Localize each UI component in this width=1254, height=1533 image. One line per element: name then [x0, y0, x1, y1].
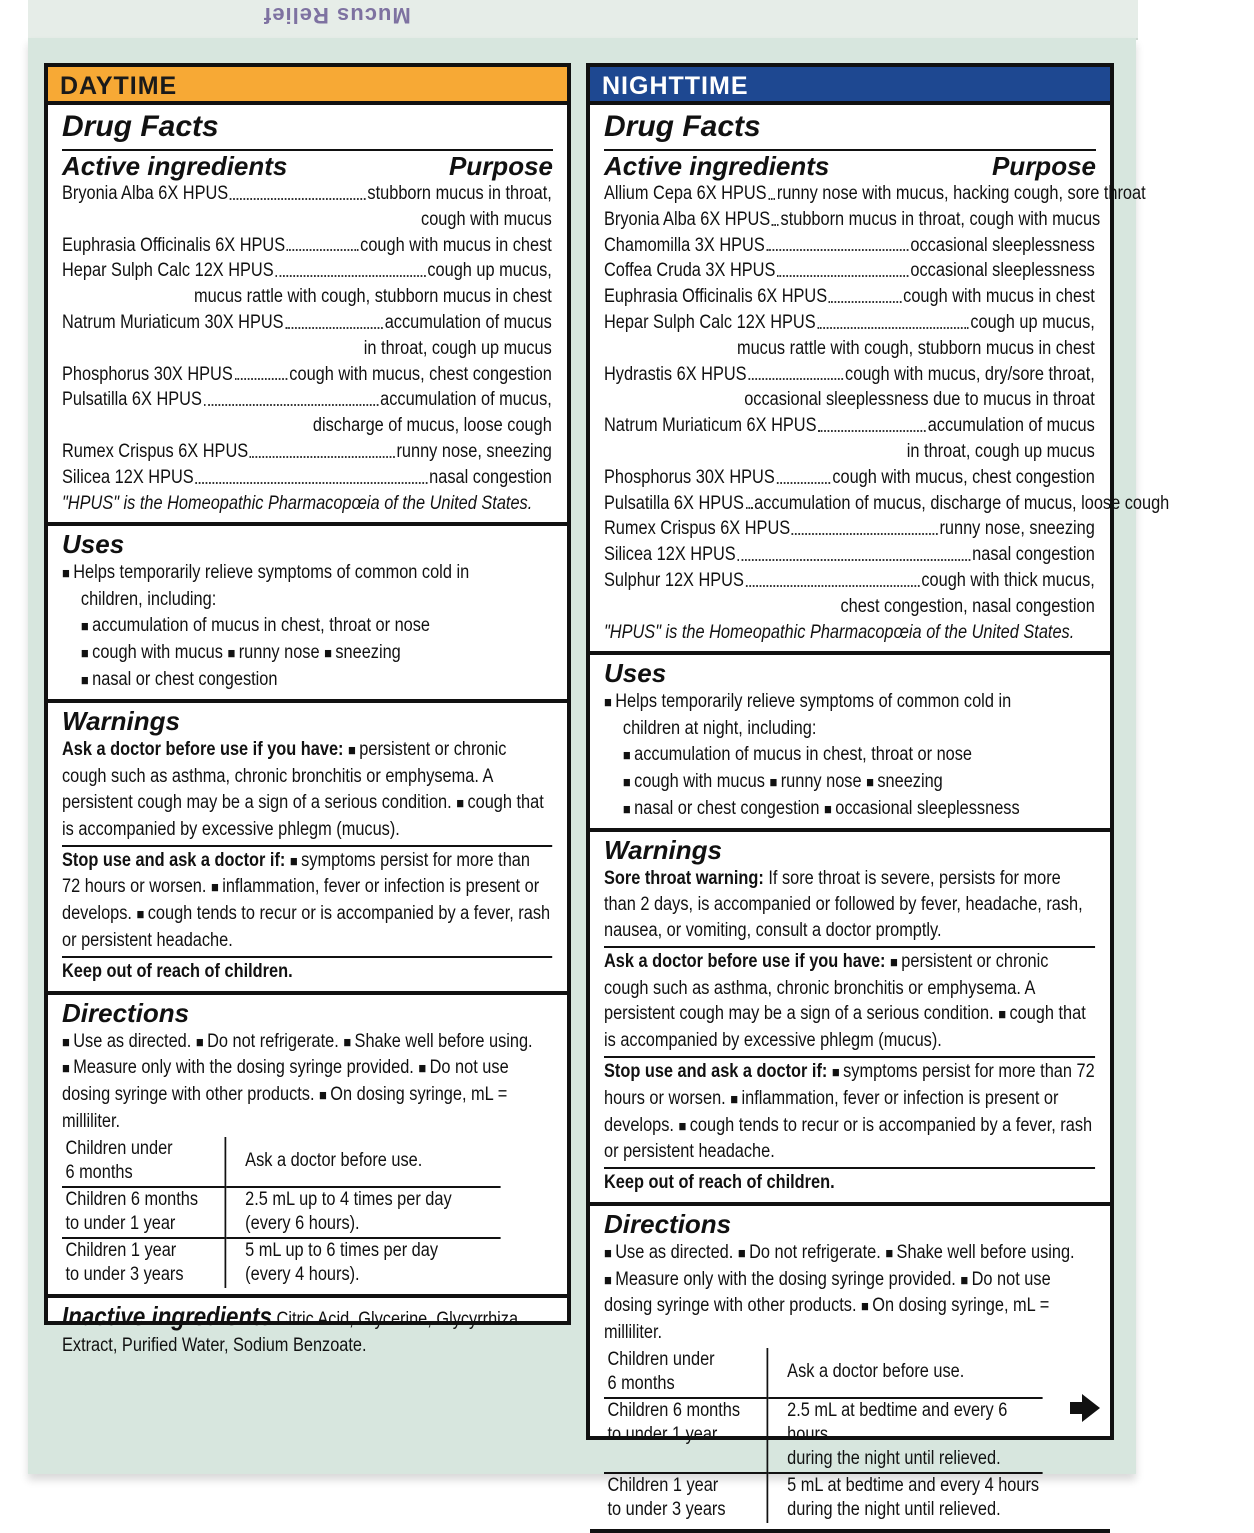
warnings-section — [590, 832, 1110, 1206]
bullet-icon — [738, 1242, 749, 1263]
ingredient-purpose: stubborn mucus in throat, cough with mucus — [780, 208, 1101, 230]
dot-leader — [829, 301, 902, 303]
directions-heading: Directions — [62, 997, 190, 1028]
active-ingredients-section — [48, 105, 567, 526]
daytime-band: DAYTIME — [48, 67, 567, 105]
inactive-ingredients-section — [48, 1298, 567, 1365]
ingredient-purpose-continued: mucus rattle with cough, stubborn mucus in chest — [193, 286, 552, 308]
dosing-row — [62, 1187, 501, 1238]
bullet-icon — [211, 876, 222, 897]
dose-instruction: 2.5 mL at bedtime and every 6 hours during the night until relieved. — [767, 1398, 1042, 1473]
ingredient-name: Coffea Cruda 3X HPUS — [604, 260, 776, 282]
ingredient-purpose: cough with mucus, chest congestion — [832, 466, 1095, 488]
dose-instruction: 5 mL at bedtime and every 4 hours during the night until relieved. — [767, 1473, 1042, 1523]
drug-facts-title: Drug Facts — [604, 110, 761, 143]
keep-out-of-reach: Keep out of reach of children. — [62, 956, 552, 985]
flipped-product-name: Mucus Relief — [263, 3, 411, 28]
dosing-row — [604, 1398, 1043, 1473]
active-ingredients-heading: Active ingredients — [604, 151, 830, 181]
bullet-icon — [348, 739, 359, 760]
ingredient-name: Natrum Muriaticum 30X HPUS — [62, 311, 284, 333]
warnings-section — [48, 703, 567, 994]
bullet-icon — [62, 1057, 73, 1078]
ingredient-name: Silicea 12X HPUS — [604, 544, 736, 566]
dot-leader — [204, 404, 379, 406]
directions-section — [48, 995, 567, 1298]
ingredient-name: Phosphorus 30X HPUS — [62, 363, 233, 385]
bullet-icon — [81, 669, 92, 690]
bullet-icon — [832, 1061, 843, 1082]
ingredient-purpose-continued: cough with mucus — [421, 208, 552, 230]
bullet-icon — [418, 1057, 429, 1078]
ingredient-row — [604, 233, 1095, 259]
ingredient-name: Hepar Sulph Calc 12X HPUS — [62, 260, 274, 282]
bullet-icon — [456, 792, 467, 813]
ingredient-purpose: cough up mucus, — [427, 260, 552, 282]
directions-heading: Directions — [604, 1208, 732, 1239]
drug-facts-title: Drug Facts — [62, 110, 219, 143]
directions-text: ■ Use as directed. ■ Do not refrigerate. ■ Shake well before using. ■ Measure only with the dosing syringe provided. ■ Do not use dosing syringe with other products. ■ On dosing syringe, mL = milliliter. — [62, 1029, 552, 1135]
purpose-heading: Purpose — [991, 151, 1096, 181]
bullet-icon — [62, 1031, 73, 1052]
ingredient-name: Sulphur 12X HPUS — [604, 569, 744, 591]
bullet-icon — [227, 642, 238, 663]
ingredient-name: Pulsatilla 6X HPUS — [604, 492, 744, 514]
dosing-table — [62, 1137, 501, 1288]
ingredient-list — [62, 181, 552, 491]
ingredient-row — [604, 465, 1095, 491]
dot-leader — [746, 585, 920, 587]
ingredient-row — [62, 310, 552, 336]
uses-section: Uses ■ Helps temporarily relieve symptoms of common cold in children at night, including: ■ accumulation of mucus in chest, throat or nose ■ cough with mucus ■ runny nose ■ sneezing ■ nasal or chest congestion ■ occasional sleeplessness — [590, 655, 1110, 832]
ingredient-row — [604, 207, 1101, 233]
bullet-icon — [623, 798, 634, 819]
ingredient-row — [604, 491, 1170, 517]
dosing-row — [62, 1137, 501, 1187]
bullet-icon — [769, 771, 780, 792]
bullet-icon — [136, 903, 147, 924]
ingredient-purpose: runny nose, sneezing — [939, 518, 1095, 540]
dosing-row — [62, 1238, 501, 1288]
ingredient-name: Bryonia Alba 6X HPUS — [62, 183, 229, 204]
bullet-icon — [62, 562, 73, 583]
age-group: Children 1 year to under 3 years — [604, 1473, 767, 1523]
sore-throat-warning: Sore throat warning: If sore throat is severe, persists for more than 2 days, is accompanied or followed by fever, headache, rash, nausea, or vomiting, consult a doctor promptly. — [604, 868, 1083, 941]
ingredient-purpose-continued: occasional sleeplessness due to mucus in throat — [744, 389, 1095, 411]
bullet-icon — [890, 951, 901, 972]
ingredient-row — [604, 542, 1095, 568]
dot-leader — [766, 249, 908, 251]
dot-leader — [230, 198, 366, 200]
warnings-heading: Warnings — [604, 835, 722, 866]
stop-use-warning: Stop use and ask a doctor if: ■ symptoms persist for more than 72 hours or worsen. ■ inflammation, fever or infection is present or develops. ■ cough tends to recur or is accompanied by a fever, rash or persistent headache. — [604, 1056, 1095, 1165]
ingredient-purpose: runny nose with mucus, hacking cough, sore throat — [776, 183, 1146, 204]
ingredient-row — [604, 362, 1095, 388]
age-group: Children 1 year to under 3 years — [62, 1238, 225, 1288]
ingredient-list — [604, 181, 1170, 620]
inactive-ingredients-heading: Inactive ingredients — [62, 1300, 273, 1331]
stop-use-warning: Stop use and ask a doctor if: ■ symptoms persist for more than 72 hours or worsen. ■ inflammation, fever or infection is present or develops. ■ cough tends to recur or is accompanied by a fever, rash or persistent headache. — [62, 845, 552, 954]
bullet-icon — [604, 691, 615, 712]
ingredient-row — [604, 181, 1146, 207]
bullet-icon — [81, 615, 92, 636]
directions-section — [590, 1206, 1110, 1533]
ingredient-purpose: cough with mucus, dry/sore throat, — [845, 363, 1095, 385]
dosing-row — [604, 1473, 1043, 1523]
ingredient-purpose: accumulation of mucus — [384, 311, 552, 333]
dot-leader — [195, 482, 427, 484]
ingredient-row — [62, 258, 552, 284]
ingredient-purpose: accumulation of mucus, — [380, 389, 552, 411]
dot-leader — [768, 198, 775, 200]
dot-leader — [748, 378, 843, 380]
warnings-heading: Warnings — [62, 706, 180, 737]
ask-doctor-warning: Ask a doctor before use if you have: ■ persistent or chronic cough such as asthma, chronic bronchitis or emphysema. A persistent cough may be a sign of a serious condition. ■ cough that is accompanied by excessive phlegm (mucus). — [62, 737, 552, 842]
dot-leader — [287, 249, 359, 251]
ingredient-purpose: cough with mucus in chest — [903, 286, 1095, 308]
ingredient-name: Chamomilla 3X HPUS — [604, 234, 765, 256]
dot-leader — [737, 559, 970, 561]
ingredient-name: Euphrasia Officinalis 6X HPUS — [604, 286, 828, 308]
ask-doctor-warning: Ask a doctor before use if you have: ■ persistent or chronic cough such as asthma, chronic bronchitis or emphysema. A persistent cough may be a sign of a serious condition. ■ cough that is accompanied by excessive phlegm (mucus). — [604, 946, 1095, 1054]
ingredient-name: Natrum Muriaticum 6X HPUS — [604, 415, 817, 437]
bullet-icon — [196, 1031, 207, 1052]
age-group: Children under 6 months — [604, 1348, 767, 1398]
bullet-icon — [324, 642, 335, 663]
ingredient-purpose: accumulation of mucus — [927, 415, 1095, 437]
dot-leader — [746, 507, 753, 509]
dot-leader — [234, 378, 287, 380]
bullet-icon — [623, 744, 634, 765]
keep-out-of-reach: Keep out of reach of children. — [604, 1167, 1095, 1196]
age-group: Children 6 months to under 1 year — [62, 1187, 225, 1238]
ingredient-row — [604, 413, 1095, 439]
dot-leader — [776, 482, 830, 484]
ingredient-purpose: cough up mucus, — [970, 311, 1095, 333]
uses-heading: Uses — [62, 529, 125, 560]
active-ingredients-heading: Active ingredients — [62, 151, 288, 181]
ingredient-name: Euphrasia Officinalis 6X HPUS — [62, 234, 286, 256]
bullet-icon — [824, 798, 835, 819]
age-group: Children under 6 months — [62, 1137, 225, 1187]
box-top-flap — [28, 0, 1138, 40]
bullet-icon — [885, 1242, 896, 1263]
ingredient-name: Allium Cepa 6X HPUS — [604, 183, 767, 204]
ingredient-row — [62, 465, 552, 491]
ingredient-purpose: stubborn mucus in throat, — [367, 183, 552, 204]
nighttime-band: NIGHTTIME — [590, 67, 1110, 105]
active-ingredients-header — [62, 149, 553, 181]
ingredient-purpose-continued: mucus rattle with cough, stubborn mucus in chest — [736, 337, 1095, 359]
ingredient-name: Rumex Crispus 6X HPUS — [62, 440, 249, 462]
dose-instruction: 2.5 mL up to 4 times per day (every 6 hours). — [225, 1187, 500, 1238]
dose-instruction: Ask a doctor before use. — [787, 1361, 965, 1383]
ingredient-purpose: accumulation of mucus, discharge of mucus, loose cough — [754, 492, 1170, 514]
bullet-icon — [319, 1084, 330, 1105]
ingredient-purpose: nasal congestion — [429, 466, 552, 488]
active-ingredients-section — [590, 105, 1170, 655]
dot-leader — [285, 327, 383, 329]
ingredient-purpose: occasional sleeplessness — [910, 234, 1095, 256]
dosing-row — [604, 1348, 1043, 1398]
ingredient-row — [62, 387, 552, 413]
ingredient-purpose: cough with mucus in chest — [360, 234, 552, 256]
uses-section: Uses ■ Helps temporarily relieve symptoms of common cold in children, including: ■ accumulation of mucus in chest, throat or nose ■ cough with mucus ■ runny nose ■ sneezing ■ nasal or chest congestion — [48, 526, 567, 703]
ingredient-purpose-continued: discharge of mucus, loose cough — [312, 415, 552, 437]
dot-leader — [777, 275, 909, 277]
dot-leader — [250, 456, 395, 458]
bullet-icon — [866, 771, 877, 792]
ingredient-purpose: cough with mucus, chest congestion — [289, 363, 552, 385]
ingredient-name: Phosphorus 30X HPUS — [604, 466, 775, 488]
ingredient-row — [604, 568, 1095, 594]
ingredient-name: Pulsatilla 6X HPUS — [62, 389, 202, 411]
hpus-note: "HPUS" is the Homeopathic Pharmacopœia of the United States. — [604, 621, 1075, 643]
dot-leader — [772, 224, 779, 226]
ingredient-row — [604, 310, 1095, 336]
daytime-drug-facts-panel — [44, 63, 571, 1356]
ingredient-purpose: runny nose, sneezing — [396, 440, 552, 462]
ingredient-name: Bryonia Alba 6X HPUS — [604, 208, 771, 230]
bullet-icon — [604, 1242, 615, 1263]
bullet-icon — [290, 850, 301, 871]
ingredient-row — [62, 439, 552, 465]
ingredient-purpose-continued: in throat, cough up mucus — [363, 337, 552, 359]
ingredient-purpose: occasional sleeplessness — [910, 260, 1095, 282]
directions-text: ■ Use as directed. ■ Do not refrigerate. ■ Shake well before using. ■ Measure only with the dosing syringe provided. ■ Do not use dosing syringe with other products. ■ On dosing syringe, mL = milliliter. — [604, 1240, 1095, 1346]
ingredient-purpose: cough with thick mucus, — [921, 569, 1095, 591]
ingredient-name: Hydrastis 6X HPUS — [604, 363, 747, 385]
dot-leader — [817, 327, 968, 329]
ingredient-purpose-continued: chest congestion, nasal congestion — [840, 595, 1095, 617]
bullet-icon — [604, 1269, 615, 1290]
ingredient-row — [62, 233, 552, 259]
ingredient-purpose-continued: in throat, cough up mucus — [906, 440, 1095, 462]
arrow-right-icon — [1082, 1394, 1100, 1422]
bullet-icon — [623, 771, 634, 792]
bullet-icon — [343, 1031, 354, 1052]
dose-instruction: Ask a doctor before use. — [245, 1149, 423, 1171]
ingredient-row — [604, 284, 1095, 310]
dot-leader — [275, 275, 425, 277]
dose-instruction: 5 mL up to 6 times per day (every 4 hours). — [225, 1238, 500, 1288]
bullet-icon — [998, 1003, 1009, 1024]
ingredient-row — [62, 362, 552, 388]
purpose-heading: Purpose — [448, 151, 553, 181]
bullet-icon — [678, 1115, 689, 1136]
uses-heading: Uses — [604, 658, 667, 689]
bullet-icon — [730, 1088, 741, 1109]
inactive-ingredients-text: Citric Acid, Glycerine, Glycyrrhiza Extract, Purified Water, Sodium Benzoate. — [62, 1308, 519, 1356]
age-group: Children 6 months to under 1 year — [604, 1398, 767, 1473]
bullet-icon — [81, 642, 92, 663]
dosing-table — [604, 1348, 1043, 1523]
ingredient-name: Silicea 12X HPUS — [62, 466, 194, 488]
dot-leader — [818, 430, 926, 432]
hpus-note: "HPUS" is the Homeopathic Pharmacopœia of the United States. — [62, 492, 533, 514]
dot-leader — [792, 533, 938, 535]
ingredient-purpose: nasal congestion — [972, 544, 1095, 566]
nighttime-drug-facts-panel — [586, 63, 1170, 1521]
ingredient-row — [604, 516, 1095, 542]
ingredient-name: Hepar Sulph Calc 12X HPUS — [604, 311, 816, 333]
ingredient-name: Rumex Crispus 6X HPUS — [604, 518, 791, 540]
ingredient-row — [62, 181, 552, 207]
active-ingredients-header — [604, 149, 1096, 181]
bullet-icon — [861, 1295, 872, 1316]
ingredient-row — [604, 258, 1095, 284]
bullet-icon — [960, 1269, 971, 1290]
